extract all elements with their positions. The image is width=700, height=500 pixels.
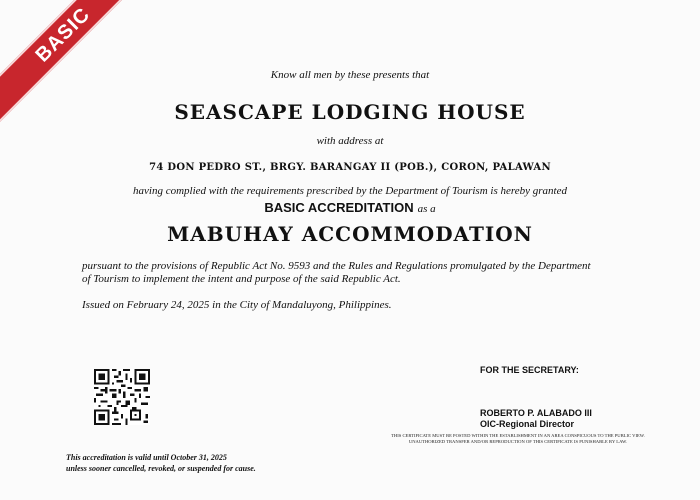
- accreditation-type: BASIC ACCREDITATION: [264, 200, 414, 215]
- intro-text: Know all men by these presents that: [270, 69, 430, 81]
- pursuant-paragraph: [82, 260, 627, 286]
- complied-text: having complied with the requirements prescribed by the Department of Tourism is hereby granted: [133, 185, 567, 197]
- as-a-text: as a: [417, 203, 436, 215]
- signatory-name: ROBERTO P. ALABADO III: [480, 408, 592, 418]
- for-secretary-label: FOR THE SECRETARY:: [480, 365, 579, 375]
- validity-line-1: This accreditation is valid until October 31, 2025: [66, 453, 227, 462]
- validity-note: [66, 452, 256, 474]
- notice-line-1: THIS CERTIFICATE MUST BE POSTED WITHIN THE ESTABLISHMENT IN AN AREA CONSPICUOUS TO THE PUBLIC VIEW.: [391, 433, 645, 438]
- pursuant-line-1: pursuant to the provisions of Republic Act No. 9593 and the Rules and Regulations promulgated by the Department: [82, 260, 591, 272]
- ribbon-label: BASIC: [31, 3, 95, 67]
- signatory-title: OIC-Regional Director: [480, 419, 575, 429]
- notice-line-2: UNAUTHORIZED TRANSFER AND/OR REPRODUCTION OF THIS CERTIFICATE IS PUNISHABLE BY LAW.: [408, 439, 628, 444]
- posting-notice: [368, 433, 668, 445]
- pursuant-line-2: of Tourism to implement the intent and purpose of the said Republic Act.: [82, 273, 401, 285]
- with-address-text: with address at: [316, 135, 384, 147]
- address: 74 DON PEDRO ST., BRGY. BARANGAY II (POB.), CORON, PALAWAN: [149, 162, 551, 173]
- issued-text: Issued on February 24, 2025 in the City of Mandaluyong, Philippines.: [82, 299, 392, 311]
- accreditation-line: [0, 199, 700, 217]
- validity-line-2: unless sooner cancelled, revoked, or suspended for cause.: [66, 464, 256, 473]
- establishment-name: SEASCAPE LODGING HOUSE: [174, 100, 526, 124]
- accommodation-category: MABUHAY ACCOMMODATION: [167, 222, 533, 246]
- qr-code-icon: [94, 369, 150, 425]
